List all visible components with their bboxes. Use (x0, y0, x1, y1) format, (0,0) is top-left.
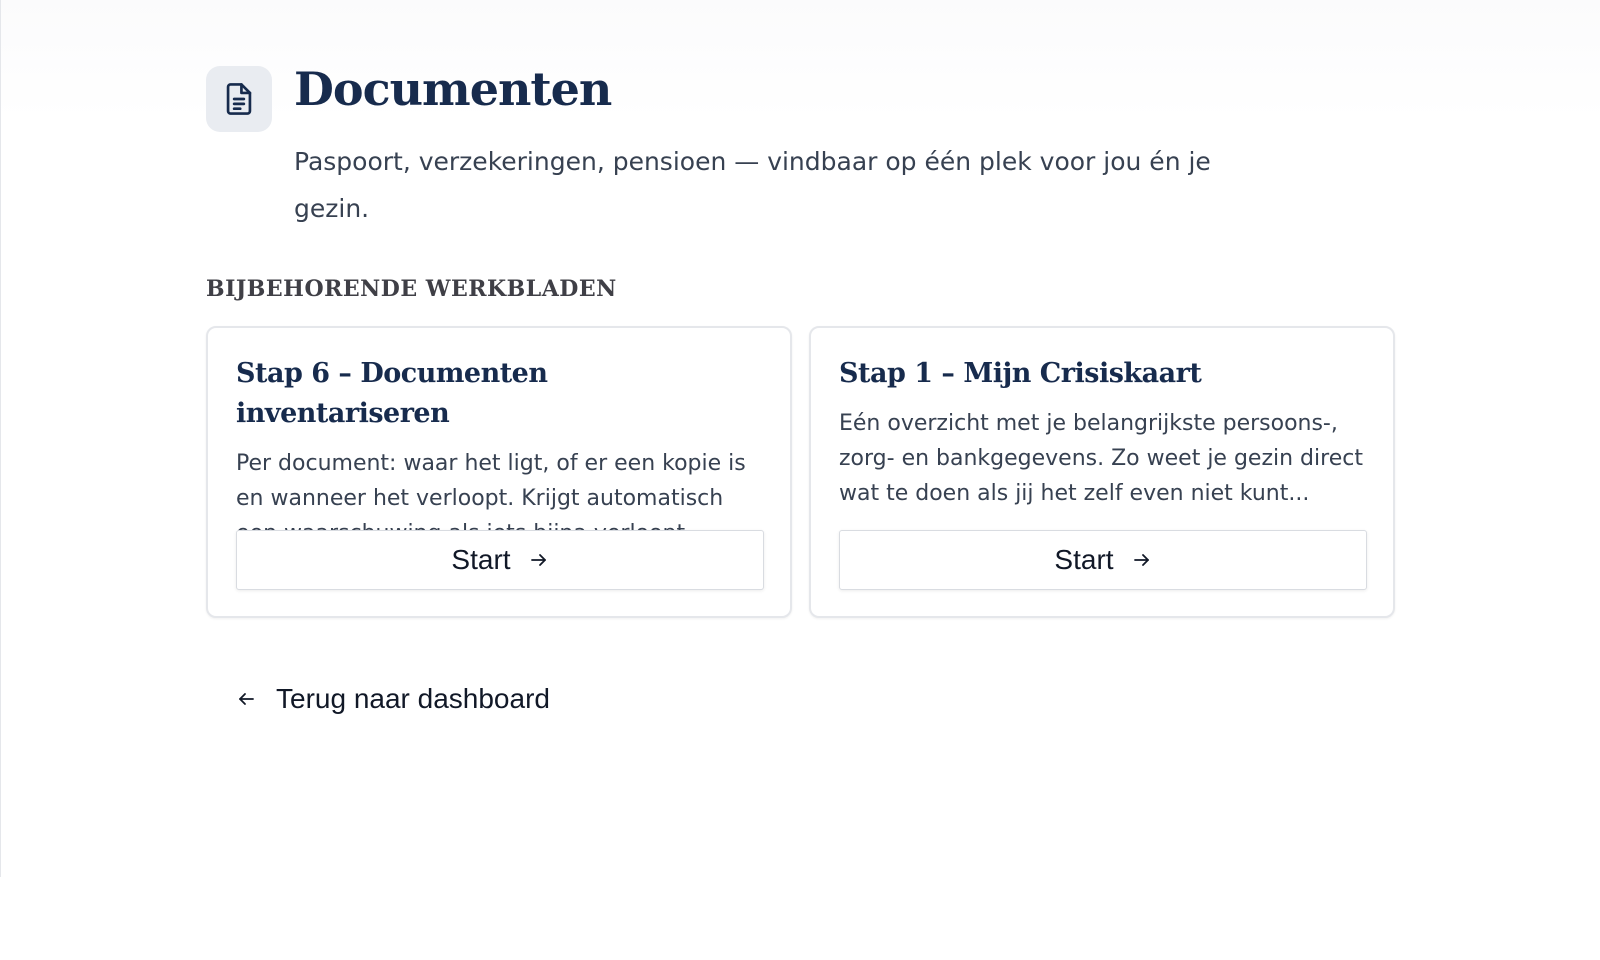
back-to-dashboard-link[interactable] (236, 683, 550, 715)
start-button[interactable] (839, 530, 1367, 590)
arrow-right-icon (1132, 550, 1152, 570)
card-title: Stap 1 – Mijn Crisiskaart (839, 358, 1202, 389)
section-label: BIJBEHORENDE WERKBLADEN (206, 276, 617, 302)
worksheet-card (206, 326, 792, 618)
worksheet-card (809, 326, 1395, 618)
page-subtitle: Paspoort, verzekeringen, pensioen — vindbaar op één plek voor jou én je gezin. (294, 147, 1211, 223)
start-button-label: Start (1054, 544, 1114, 575)
worksheet-cards (206, 326, 1395, 618)
arrow-left-icon (236, 689, 256, 709)
card-description: Eén overzicht met je belangrijkste persoons-, zorg- en bankgegevens. Zo weet je gezin direct wat te doen als jij het zelf even niet kunt... (839, 411, 1363, 506)
document-icon-badge (206, 66, 272, 132)
start-button[interactable] (236, 530, 764, 590)
page-title: Documenten (294, 62, 612, 116)
document-icon (224, 82, 254, 116)
arrow-right-icon (529, 550, 549, 570)
documents-page (206, 62, 1396, 714)
page-header (206, 62, 1396, 302)
card-description: Per document: waar het ligt, of er een kopie is en wanneer het verloopt. Krijgt automatisch (236, 451, 746, 511)
back-link-label: Terug naar dashboard (276, 683, 550, 714)
card-title: Stap 6 – Documenten inventariseren (236, 358, 548, 429)
start-button-label: Start (451, 544, 511, 575)
